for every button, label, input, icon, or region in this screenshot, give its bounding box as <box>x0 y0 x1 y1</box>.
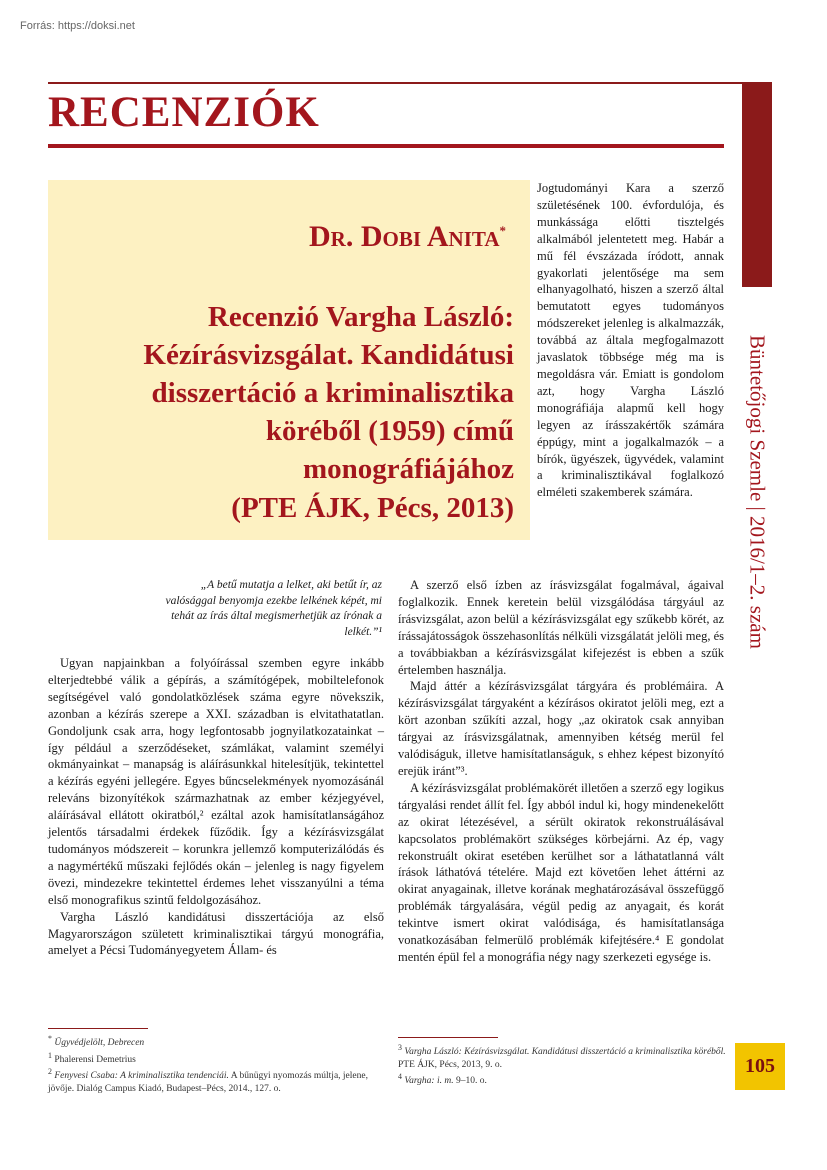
footnote-mark: 4 <box>398 1072 402 1082</box>
side-color-bar <box>742 82 772 287</box>
title-rule <box>48 144 724 148</box>
footnote-text: A bűnügyi nyomozás múltja, jelene, jövője. Dialóg Campus Kiadó, Budapest–Pécs, 2014., 127. o. <box>48 1071 368 1094</box>
footnote-reference: Vargha: i. m. <box>404 1076 454 1087</box>
article-subtitle: (PTE ÁJK, Pécs, 2013) <box>231 492 514 524</box>
right-column <box>398 577 724 966</box>
body-paragraph: A kézírásvizsgálat problémakörét illetően a szerző egy logikus tárgyalási rendet állít fel. Így abból indul ki, hogy mindenekelőtt az okirat létezésével, a sérült okiratok rekonstruálásával kapcsolatos problémakört szükséges körbejárni. Az ép, vagy rekonstruált okirat esetében kerülhet sor a láthatatlanná vált írások láthatóvá tételére. Majd ezt követően lehet áttérni az okirat anyagainak, illetve korának meghatározásával összefüggő problémák tárgyalására, végül pedig az anyagait, és korát tekintve ismert okirat valódisága, és hamisítatlansága vonatkozásában felmerülő problémák kifejtésére.⁴ E gondolat mentén épül fel a monográfia négy nagy szerkezeti egysége is. <box>398 780 724 964</box>
author-name <box>309 220 506 254</box>
body-paragraph: Ugyan napjainkban a folyóírással szemben egyre inkább elterjedtebbé válik a gépírás, a számítógépek, mobiltelefonok segítségével való gondolatközlések száma egyre növekszik, azonban a kézírás szerepe a XXI. században is elvitathatatlan. Gondoljunk csak arra, hogy legfontosabb jognyilatkozatainkat – így például a szerződéseket, számlákat, valamint személyi okmányainkat – manapság is aláírásunkkal hitelesítjük, tekintettel a kézírás egyéni jellegére. Egyes bűncselekmények nyomozásánál releváns bizonyítékok származhatnak az ember kézjegyével, aláírásával ellátott okiratból,² ezáltal azok hamisítatlanságához jelentős társadalmi érdekek fűződik. Így a kézírásvizsgálat tudományos módszereit – korunkra jellemző komputerizálódás és a nagymértékű műszaki fejlődés okán – jelenleg is nagy figyelem övezi, mindezekre tekintettel érdemes lehet visszanyúlni a téma első monografikus szintű feldolgozásához. <box>48 656 384 907</box>
motto-quote: „A betű mutatja a lelket, aki betűt ír, az valósággal benyomja ezekbe lelkének képét, mi tehát az írás által megismerhetjük az írónak a lelkét.”¹ <box>165 579 382 638</box>
footnotes-left <box>48 1033 388 1095</box>
author-footnote-mark: * <box>499 223 506 238</box>
footnote-reference: Fenyvesi Csaba: A kriminalisztika tendenciái. <box>54 1071 229 1082</box>
section-title: RECENZIÓK <box>48 89 320 136</box>
intro-paragraph: Jogtudományi Kara a szerző születésének 100. évfordulója, és munkássága előtti tisztelgés alkalmából jelentetett meg. Habár a mű fél évszázada íródott, annak gyakorlati jelentősége ma sem elhanyagolható, hiszen a szerző által bemutatott egyes tudományos módszereket jelenleg is alkalmazzák, továbbá az általa megfogalmazott javaslatok többsége még ma is megoldásra vár. Emiatt is gondolom azt, hogy Vargha László monográfiája alapmű kell hogy legyen az írásszakértők számára éppúgy, mint a jogalkalmazók – a bírók, ügyészek, ügyvédek, valamint a kriminalisztikával foglalkozó elméleti szakemberek számára. <box>537 181 724 500</box>
footnote-rule-right <box>398 1037 498 1038</box>
left-column <box>48 655 384 959</box>
footnote-reference: Vargha László: Kézírásvizsgálat. Kandidátusi disszertáció a kriminalisztika köréből. <box>404 1047 726 1058</box>
footnote-text: PTE ÁJK, Pécs, 2013, 9. o. <box>398 1059 502 1070</box>
article-title: Recenzió Vargha László: Kézírásvizsgálat. Kandidátusi disszertáció a kriminalisztika köréből (1959) című monográfiájához <box>143 301 514 485</box>
footnote <box>48 1050 388 1067</box>
footnote-mark: 3 <box>398 1043 402 1052</box>
footnote-mark: 2 <box>48 1067 52 1077</box>
footnote <box>48 1066 388 1095</box>
journal-side-label-text: Büntetőjogi Szemle | 2016/1–2. szám <box>745 335 770 649</box>
footnotes-right <box>398 1042 728 1088</box>
footnote-rule-left <box>48 1028 148 1029</box>
journal-side-label <box>742 302 772 682</box>
footnote <box>48 1033 388 1050</box>
body-paragraph: Vargha László kandidátusi disszertációja az első Magyarországon született kriminalisztikai tárgyú monográfia, amelyet a Pécsi Tudományegyetem Állam- és <box>48 909 384 958</box>
page-number: 105 <box>745 1055 775 1077</box>
footnote <box>398 1042 728 1071</box>
footnote-text: Ügyvédjelölt, Debrecen <box>54 1038 145 1049</box>
article-header <box>48 180 530 540</box>
source-note: Forrás: https://doksi.net <box>20 20 135 32</box>
footnote <box>398 1071 728 1088</box>
footnote-text: Phalerensi Demetrius <box>54 1054 136 1065</box>
footnote-mark: * <box>48 1034 52 1043</box>
body-paragraph: A szerző első ízben az írásvizsgálat fogalmával, ágaival foglalkozik. Ennek keretein belül vizsgálódása tárgyául az írásvizsgálat, azon belül a kézírásvizsgálat egy szűkebb körét, az írássajátosságok összehasonlítás nélküli vizsgálatát jelöli meg, és a továbbiakban a kézírásvizsgálat kifejezést is ebben a szűk értelemben használja. <box>398 578 724 677</box>
body-paragraph: Majd áttér a kézírásvizsgálat tárgyára és problémáira. A kézírásvizsgálat tárgyaként a kézírásos okiratot jelöli meg, ezt a kört azonban szűkíti azzal, hogy „az okiratok csak annyiban tárgyai az írásvizsgálatnak, amennyiben kétség merül fel valódiságuk, illetve hamisítatlanságuk, s ehhez képest bizonyító erejük iránt”³. <box>398 679 724 778</box>
author-name-text: Dr. Dobi Anita <box>309 220 500 253</box>
page-number-badge <box>735 1043 785 1090</box>
footnote-mark: 1 <box>48 1050 52 1060</box>
top-rule <box>48 82 742 84</box>
footnote-text: 9–10. o. <box>455 1076 487 1087</box>
